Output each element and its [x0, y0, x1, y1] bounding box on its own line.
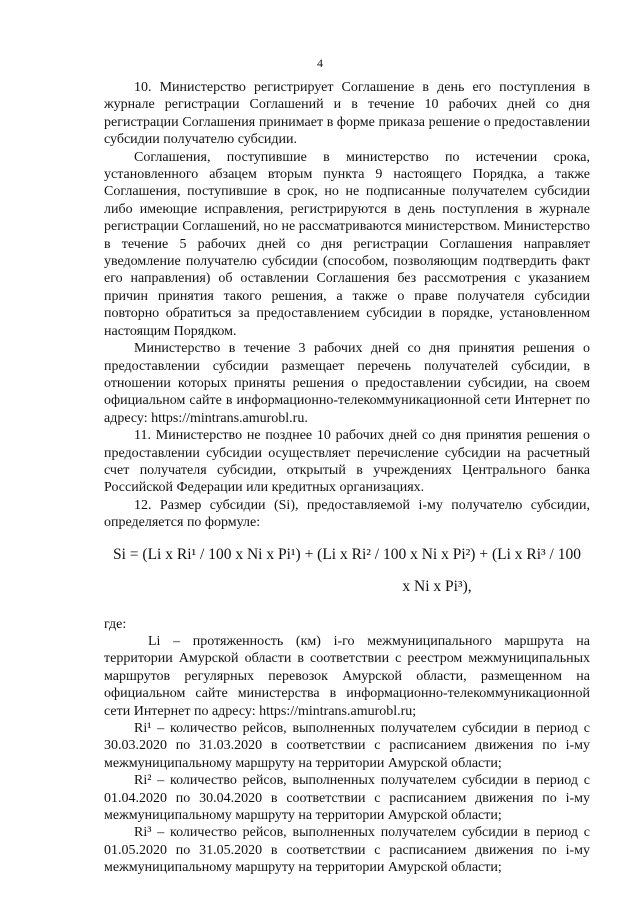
page-number: 4 [317, 56, 323, 70]
paragraph-agreements: Соглашения, поступившие в министерство по истечении срока, установленного абзацем вторым пункта 9 настоящего Порядка, а также Соглашения, поступившие в срок, но не подписанные получателем субсидии либо имеющие исправления, регистрируются в день поступления в журнале регистрации Соглашений, но не рассматриваются министерством. Министерство в течение 5 рабочих дней со дня регистрации Соглашения направляет уведомление получателю субсидии (способом, позволяющим подтвердить факт его направления) об оставлении Соглашения без рассмотрения с указанием причин принятия такого решения, а также о праве получателя субсидии повторно обратиться за предоставлением субсидии в порядке, установленном настоящим Порядком. [104, 149, 590, 339]
where-label: где: [104, 616, 127, 632]
paragraph-recipient-list: Министерство в течение 3 рабочих дней со дня принятия решения о предоставлении субсидии размещает перечень получателей субсидии, в отношении которых приняты решения о предоставлении субсидии, на своем официальном сайте в информационно-телекоммуникационной сети Интернет по адресу: https://mintrans.amurobl.ru. [104, 341, 590, 426]
definition-li: Li – протяженность (км) i-го межмуниципального маршрута на территории Амурской области в соответствии с реестром межмуниципальных маршрутов регулярных перевозок Амурской области, размещенном на официальном сайте министерства в информационно-телекоммуникационной сети Интернет по адресу: https://mintrans.amurobl.ru; [104, 633, 590, 719]
paragraph-11: 11. Министерство не позднее 10 рабочих дней со дня принятия решения о предоставлении субсидии осуществляет перечисление субсидии на расчетный счет получателя субсидии, открытый в учреждениях Центрального банка Российской Федерации или кредитных организациях. [104, 428, 590, 496]
formula-line-1: Si = (Li x Ri¹ / 100 x Ni x Pi¹) + (Li x Ri² / 100 x Ni x Pi²) + (Li x Ri³ / 100 [113, 545, 581, 563]
paragraph-12: 12. Размер субсидии (Si), предоставляемой i-му получателю субсидии, определяется по формуле: [104, 497, 590, 531]
definition-ri2: Ri² – количество рейсов, выполненных получателем субсидии в период с 01.04.2020 по 30.04.2020 в соответствии с расписанием движения по i-му межмуниципальному маршруту на территории Амурской области; [104, 773, 590, 824]
document-body [104, 79, 590, 877]
definition-ri1: Ri¹ – количество рейсов, выполненных получателем субсидии в период с 30.03.2020 по 31.03.2020 в соответствии с расписанием движения по i-му межмуниципальному маршруту на территории Амурской области; [104, 721, 590, 771]
definition-ri3: Ri³ – количество рейсов, выполненных получателем субсидии в период с 01.05.2020 по 31.05.2020 в соответствии с расписанием движения по i-му межмуниципальному маршруту на территории Амурской области; [104, 825, 590, 876]
paragraph-10: 10. Министерство регистрирует Соглашение в день его поступления в журнале регистрации Соглашений и в течение 10 рабочих дней со дня регистрации Соглашения принимает в форме приказа решение о предоставлении субсидии получателю субсидии. [104, 80, 590, 148]
formula-line-2: x Ni x Pi³), [402, 577, 472, 595]
